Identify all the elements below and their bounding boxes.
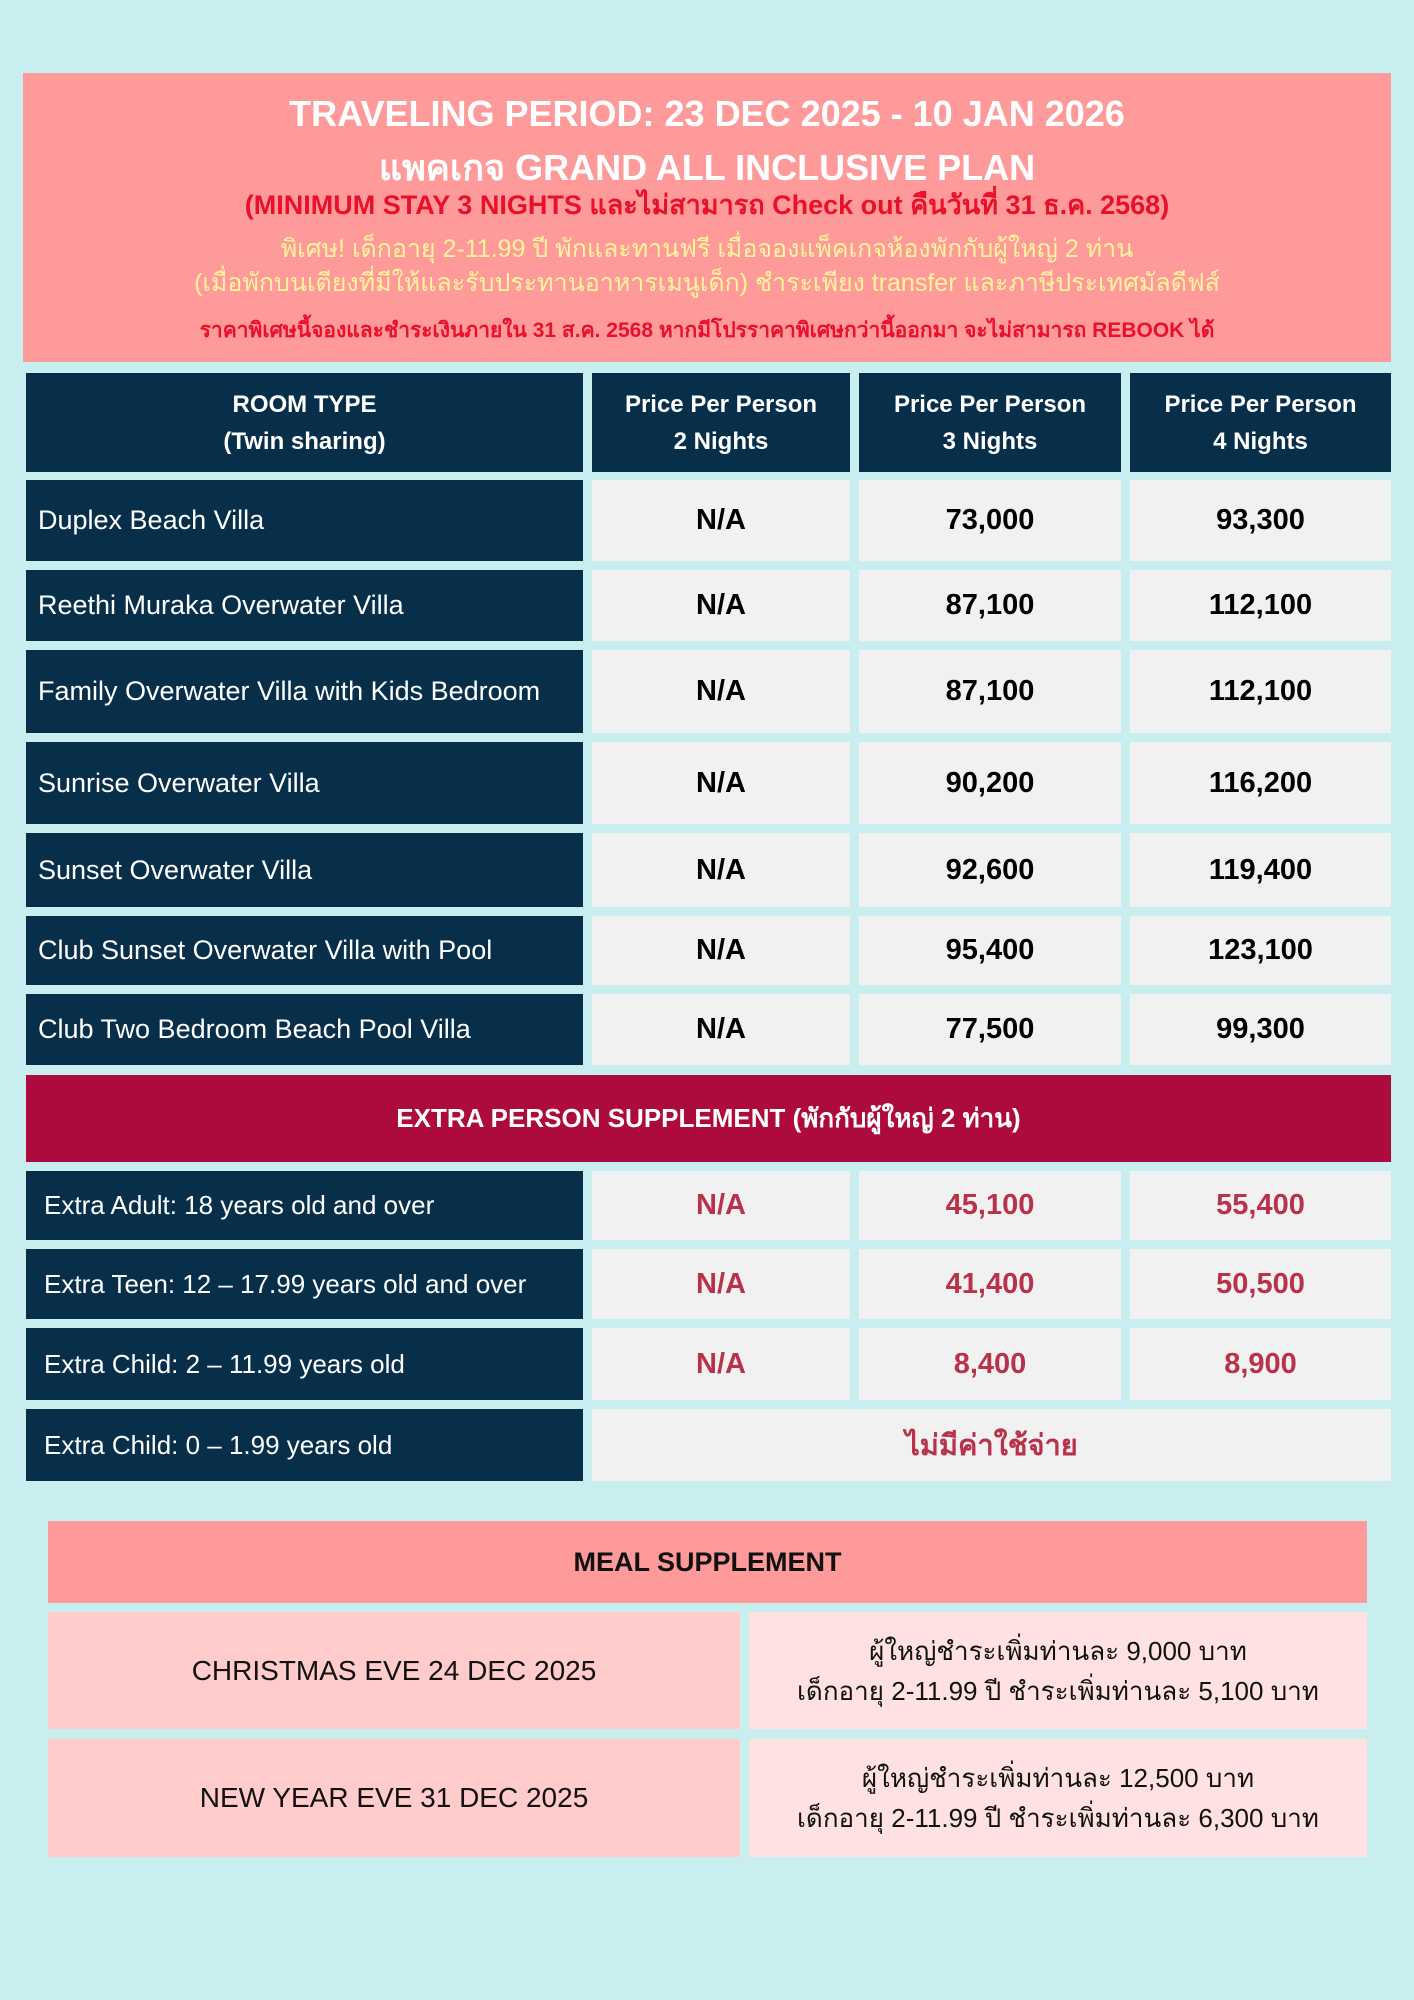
header-4-nights-line2: 4 Nights <box>1213 427 1308 455</box>
extra-price-2-nights: N/A <box>592 1328 850 1400</box>
price-4-nights: 116,200 <box>1130 742 1391 824</box>
room-name: Sunset Overwater Villa <box>26 833 583 907</box>
header-3-nights-line1: Price Per Person <box>893 390 1087 418</box>
special-offer-line-2: (เมื่อพักบนเตียงที่มีให้และรับประทานอาหารเมนูเด็ก) ชำระเพียง transfer และภาษีประเทศมัลดีฟส์ <box>194 269 1220 297</box>
price-4-nights: 112,100 <box>1130 650 1391 733</box>
extra-price-3-nights: 8,400 <box>859 1328 1121 1400</box>
extra-person-type: Extra Teen: 12 – 17.99 years old and over <box>26 1249 583 1319</box>
extra-price-4-nights: 50,500 <box>1130 1249 1391 1319</box>
special-offer-line-1: พิเศษ! เด็กอายุ 2-11.99 ปี พักและทานฟรี เมื่อจองแพ็คเกจห้องพักกับผู้ใหญ่ 2 ท่าน <box>280 235 1134 263</box>
traveling-period-title: TRAVELING PERIOD: 23 DEC 2025 - 10 JAN 2026 <box>289 93 1125 134</box>
price-3-nights: 90,200 <box>859 742 1121 824</box>
meal-child-price: เด็กอายุ 2-11.99 ปี ชำระเพิ่มท่านละ 5,100 บาท <box>797 1675 1319 1706</box>
price-2-nights: N/A <box>592 994 850 1065</box>
meal-price <box>749 1739 1367 1857</box>
price-4-nights: 119,400 <box>1130 833 1391 907</box>
package-title: แพคเกจ GRAND ALL INCLUSIVE PLAN <box>378 147 1036 188</box>
price-2-nights: N/A <box>592 833 850 907</box>
header-room-type-line1: ROOM TYPE <box>232 390 377 418</box>
header-4-nights-line1: Price Per Person <box>1164 390 1357 418</box>
meal-child-price: เด็กอายุ 2-11.99 ปี ชำระเพิ่มท่านละ 6,300 บาท <box>797 1803 1319 1833</box>
header-4-nights <box>1130 373 1391 472</box>
meal-event: CHRISTMAS EVE 24 DEC 2025 <box>48 1612 740 1729</box>
price-2-nights: N/A <box>592 570 850 641</box>
promo-header <box>23 73 1391 362</box>
extra-price-3-nights: 41,400 <box>859 1249 1121 1319</box>
price-3-nights: 87,100 <box>859 570 1121 641</box>
meal-supplement-title: MEAL SUPPLEMENT <box>48 1521 1367 1603</box>
header-room-type <box>26 373 583 472</box>
extra-price-4-nights: 8,900 <box>1130 1328 1391 1400</box>
price-3-nights: 73,000 <box>859 480 1121 561</box>
extra-person-type: Extra Child: 2 – 11.99 years old <box>26 1328 583 1400</box>
meal-event: NEW YEAR EVE 31 DEC 2025 <box>48 1739 740 1857</box>
booking-deadline-note: ราคาพิเศษนี้จองและชำระเงินภายใน 31 ส.ค. 2568 หากมีโปรราคาพิเศษกว่านี้ออกมา จะไม่สามารถ REBOOK ได้ <box>199 319 1215 342</box>
price-2-nights: N/A <box>592 650 850 733</box>
room-name: Reethi Muraka Overwater Villa <box>26 570 583 641</box>
extra-price-4-nights: 55,400 <box>1130 1171 1391 1240</box>
header-3-nights-line2: 3 Nights <box>942 427 1038 455</box>
room-name: Duplex Beach Villa <box>26 480 583 561</box>
extra-price-3-nights: 45,100 <box>859 1171 1121 1240</box>
price-3-nights: 87,100 <box>859 650 1121 733</box>
header-2-nights-line2: 2 Nights <box>673 427 769 455</box>
price-4-nights: 123,100 <box>1130 916 1391 985</box>
room-name: Family Overwater Villa with Kids Bedroom <box>26 650 583 733</box>
price-3-nights: 77,500 <box>859 994 1121 1065</box>
extra-price-2-nights: N/A <box>592 1249 850 1319</box>
meal-price <box>749 1612 1367 1729</box>
header-2-nights-line1: Price Per Person <box>624 390 818 418</box>
extra-person-banner: EXTRA PERSON SUPPLEMENT (พักกับผู้ใหญ่ 2 ท่าน) <box>26 1075 1391 1162</box>
room-name: Club Two Bedroom Beach Pool Villa <box>26 994 583 1065</box>
meal-adult-price: ผู้ใหญ่ชำระเพิ่มท่านละ 12,500 บาท <box>861 1763 1255 1793</box>
free-of-charge-value: ไม่มีค่าใช้จ่าย <box>592 1409 1391 1481</box>
extra-price-2-nights: N/A <box>592 1171 850 1240</box>
minimum-stay-note: (MINIMUM STAY 3 NIGHTS และไม่สามารถ Check out คืนวันที่ 31 ธ.ค. 2568) <box>244 190 1170 220</box>
header-2-nights <box>592 373 850 472</box>
room-name: Club Sunset Overwater Villa with Pool <box>26 916 583 985</box>
price-2-nights: N/A <box>592 742 850 824</box>
meal-adult-price: ผู้ใหญ่ชำระเพิ่มท่านละ 9,000 บาท <box>869 1635 1247 1666</box>
header-room-type-line2: (Twin sharing) <box>223 427 386 455</box>
price-4-nights: 112,100 <box>1130 570 1391 641</box>
price-4-nights: 93,300 <box>1130 480 1391 561</box>
extra-person-type: Extra Child: 0 – 1.99 years old <box>26 1409 583 1481</box>
room-name: Sunrise Overwater Villa <box>26 742 583 824</box>
header-3-nights <box>859 373 1121 472</box>
price-3-nights: 95,400 <box>859 916 1121 985</box>
extra-person-type: Extra Adult: 18 years old and over <box>26 1171 583 1240</box>
price-3-nights: 92,600 <box>859 833 1121 907</box>
price-4-nights: 99,300 <box>1130 994 1391 1065</box>
price-2-nights: N/A <box>592 480 850 561</box>
price-2-nights: N/A <box>592 916 850 985</box>
